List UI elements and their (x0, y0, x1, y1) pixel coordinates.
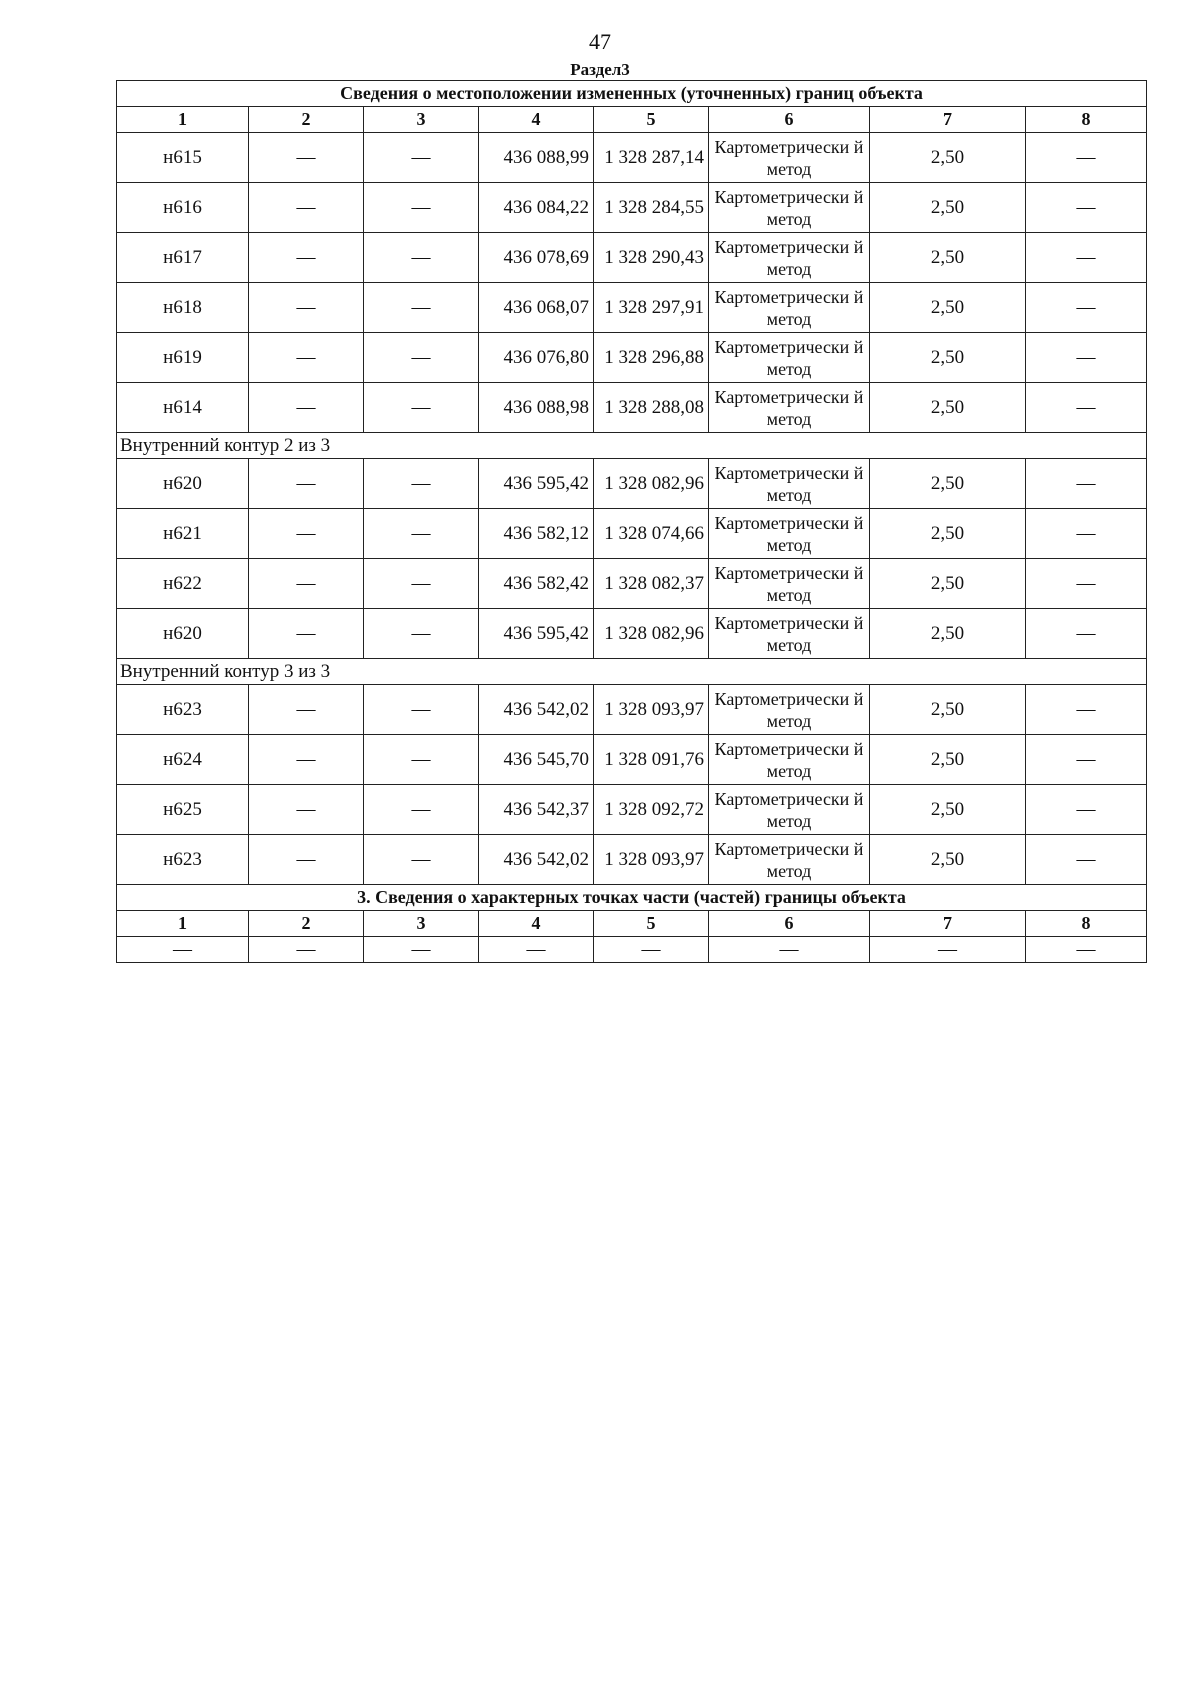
dash-cell: — (249, 233, 364, 283)
point-cell: н623 (117, 835, 249, 885)
dash-cell: — (249, 735, 364, 785)
contour-label: Внутренний контур 2 из 3 (117, 433, 1147, 459)
dash-cell: — (1026, 735, 1147, 785)
dash-cell: — (1026, 609, 1147, 659)
table-body (117, 81, 1147, 963)
table-row (117, 735, 1147, 785)
dash-cell: — (1026, 785, 1147, 835)
dash-cell: — (1026, 233, 1147, 283)
column-number: 8 (1026, 911, 1147, 937)
point-cell: н614 (117, 383, 249, 433)
precision-cell: 2,50 (870, 459, 1026, 509)
precision-cell: 2,50 (870, 609, 1026, 659)
dash-cell: — (364, 685, 479, 735)
table-row (117, 133, 1147, 183)
dash-cell: — (1026, 459, 1147, 509)
table-row (117, 509, 1147, 559)
column-number: 5 (594, 911, 709, 937)
column-number-row (117, 107, 1147, 133)
page-number: 47 (589, 29, 611, 54)
method-cell: Картометрически й метод (709, 283, 870, 333)
dash-cell: — (1026, 937, 1147, 963)
table-row (117, 333, 1147, 383)
dash-cell: — (1026, 283, 1147, 333)
section3-empty-row (117, 937, 1147, 963)
column-number: 4 (479, 911, 594, 937)
y-coordinate-cell: 1 328 297,91 (594, 283, 709, 333)
x-coordinate-cell: 436 088,98 (479, 383, 594, 433)
column-number: 5 (594, 107, 709, 133)
precision-cell: 2,50 (870, 333, 1026, 383)
dash-cell: — (249, 183, 364, 233)
x-coordinate-cell: 436 084,22 (479, 183, 594, 233)
dash-cell: — (364, 283, 479, 333)
y-coordinate-cell: 1 328 093,97 (594, 835, 709, 885)
dash-cell: — (249, 785, 364, 835)
point-cell: н621 (117, 509, 249, 559)
y-coordinate-cell: 1 328 093,97 (594, 685, 709, 735)
table-row (117, 685, 1147, 735)
y-coordinate-cell: 1 328 296,88 (594, 333, 709, 383)
dash-cell: — (1026, 559, 1147, 609)
table-row (117, 233, 1147, 283)
precision-cell: 2,50 (870, 509, 1026, 559)
point-cell: н617 (117, 233, 249, 283)
point-cell: н620 (117, 609, 249, 659)
y-coordinate-cell: 1 328 082,37 (594, 559, 709, 609)
x-coordinate-cell: 436 542,02 (479, 835, 594, 885)
dash-cell: — (1026, 183, 1147, 233)
section3-column-number-row (117, 911, 1147, 937)
precision-cell: 2,50 (870, 283, 1026, 333)
column-number: 6 (709, 107, 870, 133)
point-cell: н623 (117, 685, 249, 735)
method-cell: Картометрически й метод (709, 459, 870, 509)
boundary-table (116, 80, 1147, 963)
dash-cell: — (709, 937, 870, 963)
y-coordinate-cell: 1 328 284,55 (594, 183, 709, 233)
table-title-row (117, 81, 1147, 107)
dash-cell: — (249, 509, 364, 559)
dash-cell: — (364, 609, 479, 659)
dash-cell: — (249, 685, 364, 735)
table-row (117, 283, 1147, 333)
contour-row (117, 433, 1147, 459)
dash-cell: — (117, 937, 249, 963)
dash-cell: — (364, 937, 479, 963)
contour-label: Внутренний контур 3 из 3 (117, 659, 1147, 685)
y-coordinate-cell: 1 328 074,66 (594, 509, 709, 559)
dash-cell: — (594, 937, 709, 963)
section-heading: Раздел3 (570, 60, 630, 79)
table-row (117, 785, 1147, 835)
method-cell: Картометрически й метод (709, 735, 870, 785)
y-coordinate-cell: 1 328 288,08 (594, 383, 709, 433)
method-cell: Картометрически й метод (709, 133, 870, 183)
dash-cell: — (249, 383, 364, 433)
column-number: 4 (479, 107, 594, 133)
table-row (117, 835, 1147, 885)
x-coordinate-cell: 436 542,02 (479, 685, 594, 735)
table-row (117, 559, 1147, 609)
dash-cell: — (249, 559, 364, 609)
point-cell: н619 (117, 333, 249, 383)
column-number: 2 (249, 107, 364, 133)
x-coordinate-cell: 436 582,12 (479, 509, 594, 559)
dash-cell: — (364, 133, 479, 183)
dash-cell: — (364, 785, 479, 835)
point-cell: н616 (117, 183, 249, 233)
point-cell: н625 (117, 785, 249, 835)
y-coordinate-cell: 1 328 287,14 (594, 133, 709, 183)
method-cell: Картометрически й метод (709, 383, 870, 433)
dash-cell: — (364, 835, 479, 885)
column-number: 7 (870, 911, 1026, 937)
precision-cell: 2,50 (870, 383, 1026, 433)
x-coordinate-cell: 436 582,42 (479, 559, 594, 609)
dash-cell: — (364, 559, 479, 609)
method-cell: Картометрически й метод (709, 559, 870, 609)
point-cell: н622 (117, 559, 249, 609)
dash-cell: — (1026, 509, 1147, 559)
dash-cell: — (364, 509, 479, 559)
precision-cell: 2,50 (870, 183, 1026, 233)
dash-cell: — (1026, 685, 1147, 735)
section3-title: 3. Сведения о характерных точках части (частей) границы объекта (117, 885, 1147, 911)
precision-cell: 2,50 (870, 735, 1026, 785)
point-cell: н624 (117, 735, 249, 785)
point-cell: н620 (117, 459, 249, 509)
method-cell: Картометрически й метод (709, 609, 870, 659)
x-coordinate-cell: 436 088,99 (479, 133, 594, 183)
dash-cell: — (1026, 133, 1147, 183)
dash-cell: — (249, 333, 364, 383)
column-number: 3 (364, 911, 479, 937)
table-row (117, 183, 1147, 233)
section3-title-row (117, 885, 1147, 911)
column-number: 1 (117, 911, 249, 937)
method-cell: Картометрически й метод (709, 233, 870, 283)
dash-cell: — (1026, 333, 1147, 383)
dash-cell: — (1026, 835, 1147, 885)
y-coordinate-cell: 1 328 091,76 (594, 735, 709, 785)
point-cell: н618 (117, 283, 249, 333)
x-coordinate-cell: 436 595,42 (479, 459, 594, 509)
dash-cell: — (364, 735, 479, 785)
dash-cell: — (249, 283, 364, 333)
y-coordinate-cell: 1 328 290,43 (594, 233, 709, 283)
x-coordinate-cell: 436 078,69 (479, 233, 594, 283)
dash-cell: — (364, 233, 479, 283)
column-number: 6 (709, 911, 870, 937)
dash-cell: — (249, 835, 364, 885)
y-coordinate-cell: 1 328 082,96 (594, 459, 709, 509)
precision-cell: 2,50 (870, 685, 1026, 735)
table-title: Сведения о местоположении измененных (уточненных) границ объекта (117, 81, 1147, 107)
column-number: 7 (870, 107, 1026, 133)
dash-cell: — (1026, 383, 1147, 433)
table-row (117, 383, 1147, 433)
point-cell: н615 (117, 133, 249, 183)
precision-cell: 2,50 (870, 233, 1026, 283)
column-number: 2 (249, 911, 364, 937)
table-row (117, 609, 1147, 659)
dash-cell: — (364, 459, 479, 509)
x-coordinate-cell: 436 076,80 (479, 333, 594, 383)
dash-cell: — (249, 609, 364, 659)
x-coordinate-cell: 436 542,37 (479, 785, 594, 835)
precision-cell: 2,50 (870, 559, 1026, 609)
dash-cell: — (364, 383, 479, 433)
dash-cell: — (870, 937, 1026, 963)
dash-cell: — (479, 937, 594, 963)
method-cell: Картометрически й метод (709, 785, 870, 835)
precision-cell: 2,50 (870, 133, 1026, 183)
method-cell: Картометрически й метод (709, 509, 870, 559)
x-coordinate-cell: 436 545,70 (479, 735, 594, 785)
method-cell: Картометрически й метод (709, 685, 870, 735)
method-cell: Картометрически й метод (709, 835, 870, 885)
dash-cell: — (249, 133, 364, 183)
method-cell: Картометрически й метод (709, 333, 870, 383)
column-number: 1 (117, 107, 249, 133)
x-coordinate-cell: 436 068,07 (479, 283, 594, 333)
column-number: 8 (1026, 107, 1147, 133)
x-coordinate-cell: 436 595,42 (479, 609, 594, 659)
y-coordinate-cell: 1 328 092,72 (594, 785, 709, 835)
y-coordinate-cell: 1 328 082,96 (594, 609, 709, 659)
column-number: 3 (364, 107, 479, 133)
precision-cell: 2,50 (870, 835, 1026, 885)
table-row (117, 459, 1147, 509)
contour-row (117, 659, 1147, 685)
dash-cell: — (364, 333, 479, 383)
dash-cell: — (364, 183, 479, 233)
method-cell: Картометрически й метод (709, 183, 870, 233)
dash-cell: — (249, 937, 364, 963)
precision-cell: 2,50 (870, 785, 1026, 835)
dash-cell: — (249, 459, 364, 509)
